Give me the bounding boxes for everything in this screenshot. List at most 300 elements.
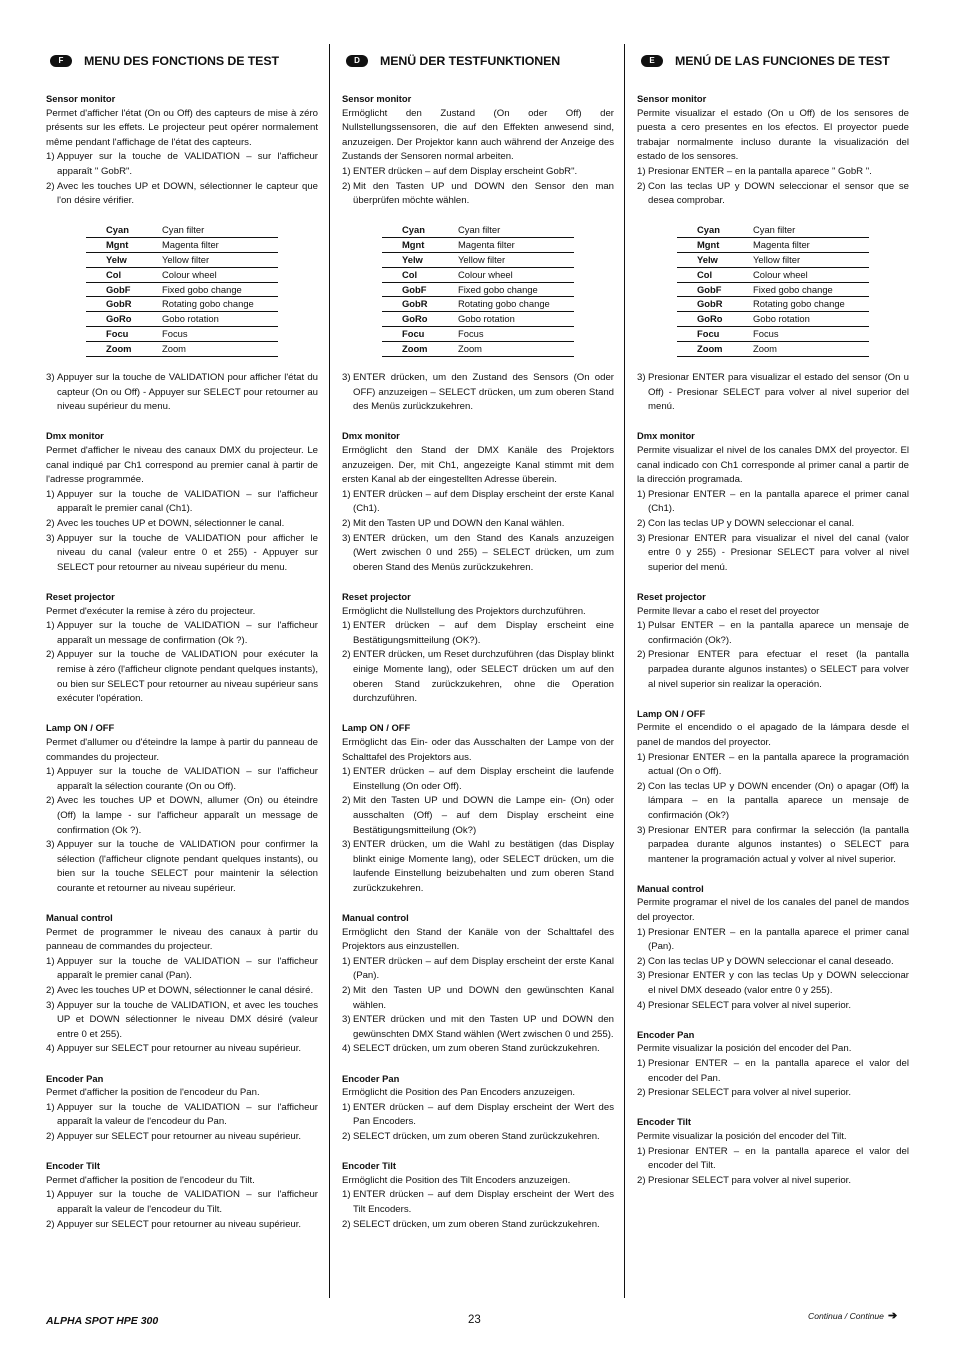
menu-section bbox=[342, 1159, 614, 1232]
list-item bbox=[342, 1013, 614, 1042]
list-item-number: 2) bbox=[637, 649, 646, 661]
list-item bbox=[342, 165, 614, 180]
section-title: Reset projector bbox=[637, 591, 706, 603]
sensor-description: Rotating gobo change bbox=[753, 297, 869, 312]
list-item-text: Avec les touches UP et DOWN, sélectionner le canal. bbox=[57, 518, 285, 530]
list-item-number: 2) bbox=[342, 985, 351, 997]
list-item-text: Appuyer sur la touche de VALIDATION – sur l'afficheur apparaît le premier canal (Pan). bbox=[57, 955, 318, 982]
table-row bbox=[382, 223, 574, 237]
list-item-text: ENTER drücken, um den Zustand des Sensors (On oder OFF) anzuzeigen – SELECT drücken, um zum oberen Stand des Menüs zurückzukehren. bbox=[353, 372, 614, 413]
section-title: Encoder Tilt bbox=[637, 1116, 692, 1128]
menu-section bbox=[342, 911, 614, 1057]
list-item-number: 4) bbox=[637, 999, 646, 1011]
list-item-number: 3) bbox=[637, 532, 646, 544]
sensor-description: Fixed gobo change bbox=[162, 282, 278, 297]
list-item-text: Avec les touches UP et DOWN, sélectionner le canal désiré. bbox=[57, 985, 314, 997]
menu-section bbox=[637, 882, 909, 1013]
sensor-description: Focus bbox=[162, 326, 278, 341]
table-row bbox=[86, 312, 278, 327]
sensor-description: Colour wheel bbox=[162, 267, 278, 282]
list-item-text: Con las teclas UP y DOWN seleccionar el canal deseado. bbox=[648, 955, 894, 967]
sensor-description: Yellow filter bbox=[753, 252, 869, 267]
list-item-number: 2) bbox=[46, 1130, 55, 1142]
list-item-text: Mit den Tasten UP und DOWN den gewünschten Kanal wählen. bbox=[353, 985, 614, 1011]
table-row bbox=[86, 326, 278, 341]
sensor-description: Magenta filter bbox=[162, 238, 278, 253]
section-intro: Ermöglicht die Nullstellung des Projektors durchzuführen. bbox=[342, 605, 586, 617]
section-intro: Permite visualizar el nivel de los canales DMX del proyector. El canal indicado con Ch1 corresponde al primer canal a partir de la dirección programada. bbox=[637, 445, 909, 486]
product-name: ALPHA SPOT HPE 300 bbox=[46, 1315, 159, 1327]
section-intro: Permet d'afficher le niveau des canaux DMX du projecteur. Le canal indiqué par Ch1 correspond au premier canal à partir de l'adresse programmée. bbox=[46, 445, 318, 486]
sensor-description: Colour wheel bbox=[458, 267, 574, 282]
list-item bbox=[342, 532, 614, 576]
table-row bbox=[677, 223, 869, 237]
list-item-text: Appuyer sur la touche de VALIDATION – sur l'afficheur apparaît la sélection courante (On ou Off). bbox=[57, 766, 318, 792]
list-item bbox=[342, 648, 614, 706]
table-row bbox=[86, 238, 278, 253]
list-item-text: Appuyer sur SELECT pour retourner au niveau supérieur. bbox=[57, 1218, 302, 1230]
list-item-number: 1) bbox=[342, 766, 351, 778]
sensor-code: Cyan bbox=[86, 223, 162, 237]
table-row bbox=[677, 312, 869, 327]
page-number: 23 bbox=[468, 1314, 481, 1326]
menu-section bbox=[342, 429, 614, 575]
list-item-number: 1) bbox=[637, 1058, 646, 1070]
list-item-text: Appuyer sur la touche de VALIDATION – sur l'afficheur apparaît un message de confirmation (Ok ?). bbox=[57, 620, 318, 646]
sensor-code-table bbox=[382, 223, 574, 356]
section-title: Dmx monitor bbox=[637, 430, 695, 442]
list-item-number: 3) bbox=[342, 839, 351, 851]
table-row bbox=[677, 238, 869, 253]
list-item bbox=[46, 648, 318, 706]
section-title: Dmx monitor bbox=[342, 430, 400, 442]
list-item-text: Mit den Tasten UP und DOWN den Kanal wählen. bbox=[353, 518, 565, 530]
sensor-code: GobF bbox=[677, 282, 753, 297]
list-item-number: 1) bbox=[46, 766, 55, 778]
sensor-description: Zoom bbox=[753, 341, 869, 356]
list-item-text: SELECT drücken, um zum oberen Stand zurückzukehren. bbox=[353, 1218, 600, 1230]
list-item bbox=[46, 371, 318, 415]
list-item-text: Presionar SELECT para volver al nivel superior. bbox=[648, 1087, 851, 1099]
list-item bbox=[637, 165, 909, 180]
list-item bbox=[637, 1145, 909, 1174]
sensor-code: GoRo bbox=[86, 312, 162, 327]
sensor-code: Mgnt bbox=[382, 238, 458, 253]
page-title: MENÜ DER TESTFUNKTIONEN bbox=[380, 53, 561, 68]
sensor-code: Focu bbox=[86, 326, 162, 341]
section-intro: Permet d'allumer ou d'éteindre la lampe à partir du panneau de commandes du projecteur. bbox=[46, 736, 318, 763]
list-item bbox=[637, 955, 909, 970]
page-title: MENÚ DE LAS FUNCIONES DE TEST bbox=[675, 53, 890, 68]
list-item-text: ENTER drücken und mit den Tasten UP und DOWN den gewünschten DMX Stand wählen (Wert zwischen 0 und 255). bbox=[353, 1014, 614, 1040]
list-item-number: 1) bbox=[637, 620, 646, 632]
sensor-description: Gobo rotation bbox=[162, 312, 278, 327]
list-item-text: ENTER drücken – auf dem Display erscheint der Wert des Tilt Encoders. bbox=[353, 1189, 614, 1215]
list-item-number: 1) bbox=[46, 488, 55, 500]
sensor-description: Focus bbox=[753, 326, 869, 341]
list-item-number: 2) bbox=[46, 985, 55, 997]
list-item bbox=[46, 1188, 318, 1217]
menu-section bbox=[46, 721, 318, 896]
menu-section bbox=[342, 1072, 614, 1145]
list-item-number: 2) bbox=[637, 1087, 646, 1099]
language-badge: E bbox=[641, 55, 663, 67]
list-item-text: Presionar ENTER – en la pantalla aparece el valor del encoder del Pan. bbox=[648, 1058, 909, 1084]
menu-section bbox=[46, 1159, 318, 1232]
list-item-text: Mit den Tasten UP und DOWN den Sensor den man überprüfen möchte wählen. bbox=[353, 180, 614, 207]
list-item-number: 1) bbox=[342, 488, 351, 500]
section-title: Manual control bbox=[637, 882, 704, 894]
sensor-description: Magenta filter bbox=[753, 238, 869, 253]
sensor-description: Gobo rotation bbox=[458, 312, 574, 327]
table-row bbox=[86, 252, 278, 267]
list-item-number: 1) bbox=[342, 620, 351, 632]
list-item-text: Avec les touches UP et DOWN, sélectionner le capteur que l'on désire vérifier. bbox=[57, 180, 318, 207]
list-item-text: Presionar ENTER – en la pantalla aparece el valor del encoder del Tilt. bbox=[648, 1145, 909, 1172]
list-item bbox=[342, 619, 614, 648]
list-item-number: 1) bbox=[342, 955, 351, 967]
section-title: Manual control bbox=[342, 912, 409, 924]
sensor-code: GobF bbox=[86, 282, 162, 297]
list-item bbox=[342, 1042, 614, 1057]
list-item bbox=[342, 371, 614, 415]
list-item-number: 2) bbox=[342, 518, 351, 530]
sensor-code: Mgnt bbox=[677, 238, 753, 253]
list-item-number: 3) bbox=[342, 1014, 351, 1026]
list-item-number: 2) bbox=[342, 180, 351, 192]
list-item-text: ENTER drücken – auf dem Display erscheint der Wert des Pan Encoders. bbox=[353, 1101, 614, 1128]
table-row bbox=[677, 326, 869, 341]
language-badge: F bbox=[50, 55, 72, 67]
list-item-text: Appuyer sur la touche de VALIDATION, et avec les touches UP et DOWN sélectionner le niveau DMX désiré (valeur entre 0 et 255). bbox=[57, 999, 318, 1040]
list-item bbox=[46, 984, 318, 999]
list-item-text: ENTER drücken – auf dem Display erscheint der erste Kanal (Pan). bbox=[353, 955, 614, 982]
table-row bbox=[382, 282, 574, 297]
list-item-text: Appuyer sur la touche de VALIDATION – sur l'afficheur apparaît la valeur de l'encodeur du Tilt. bbox=[57, 1189, 318, 1215]
column-german bbox=[342, 52, 614, 1247]
list-item-text: Con las teclas UP y DOWN seleccionar el sensor que se desea comprobar. bbox=[648, 180, 909, 207]
list-item-text: Con las teclas UP y DOWN seleccionar el canal. bbox=[648, 518, 855, 530]
section-title: Sensor monitor bbox=[342, 93, 412, 104]
arrow-right-icon: ➔ bbox=[887, 1310, 898, 1322]
list-item-text: ENTER drücken – auf dem Display erscheint der erste Kanal (Ch1). bbox=[353, 488, 614, 515]
section-intro: Ermöglicht die Position des Pan Encoders anzuzeigen. bbox=[342, 1087, 576, 1099]
list-item-number: 2) bbox=[342, 1218, 351, 1230]
sensor-code: GobR bbox=[86, 297, 162, 312]
sensor-code: Yelw bbox=[382, 252, 458, 267]
table-row bbox=[677, 282, 869, 297]
table-row bbox=[382, 267, 574, 282]
list-item bbox=[342, 794, 614, 838]
sensor-code: Zoom bbox=[677, 341, 753, 356]
section-header bbox=[50, 52, 318, 70]
table-row bbox=[86, 297, 278, 312]
list-item-text: SELECT drücken, um zum oberen Stand zurückzukehren. bbox=[353, 1043, 600, 1055]
list-item-number: 2) bbox=[342, 649, 351, 661]
section-title: Lamp ON / OFF bbox=[342, 722, 411, 734]
table-row bbox=[382, 341, 574, 356]
sensor-description: Cyan filter bbox=[162, 223, 278, 237]
section-intro: Ermöglicht den Stand der Kanäle von der Schalttafel des Projektors aus einzustellen. bbox=[342, 926, 614, 953]
sensor-code-table bbox=[677, 223, 869, 356]
section-intro: Permet d'afficher l'état (On ou Off) des capteurs de mise à zéro présents sur les effets. Le projecteur peut opérer normalement même pendant l'affichage de l'état des capteurs. bbox=[46, 107, 318, 148]
sensor-code: Zoom bbox=[382, 341, 458, 356]
list-item bbox=[342, 765, 614, 794]
sensor-code: Zoom bbox=[86, 341, 162, 356]
list-item-number: 2) bbox=[46, 649, 55, 661]
language-badge: D bbox=[346, 55, 368, 67]
section-intro: Permite el encendido o el apagado de la lámpara desde el panel de mandos del proyector. bbox=[637, 722, 909, 748]
table-row bbox=[677, 252, 869, 267]
list-item-text: ENTER drücken, um Reset durchzuführen (das Display blinkt einige Momente lang), oder SELECT drücken um auf den oberen Stand zurückzukehren, ohne die Operation durchzuführen. bbox=[353, 649, 614, 705]
menu-section bbox=[342, 590, 614, 707]
list-item-number: 3) bbox=[46, 372, 55, 384]
menu-section bbox=[637, 1115, 909, 1188]
list-item-text: Appuyer sur la touche de VALIDATION pour exécuter la remise à zéro (l'afficheur clignote pendant quelques instants), ou bien sur SELECT pour retourner au niveau supérieur sans exécuter l'opération. bbox=[57, 649, 318, 705]
list-item bbox=[637, 1174, 909, 1189]
sensor-description: Zoom bbox=[162, 341, 278, 356]
list-item-text: Presionar ENTER – en la pantalla aparece la programación actual (On o Off). bbox=[648, 751, 909, 778]
sensor-code: GoRo bbox=[677, 312, 753, 327]
table-row bbox=[382, 326, 574, 341]
table-row bbox=[677, 297, 869, 312]
list-item bbox=[637, 517, 909, 532]
list-item-number: 3) bbox=[46, 532, 55, 544]
list-item bbox=[46, 1218, 318, 1233]
menu-section bbox=[46, 590, 318, 707]
section-title: Sensor monitor bbox=[637, 93, 707, 104]
section-intro: Permet de programmer le niveau des canaux à partir du panneau de commandes du projecteur. bbox=[46, 926, 318, 953]
sensor-description: Rotating gobo change bbox=[458, 297, 574, 312]
menu-section bbox=[46, 92, 318, 415]
list-item bbox=[46, 955, 318, 984]
sensor-code: GoRo bbox=[382, 312, 458, 327]
column-spanish bbox=[637, 52, 909, 1203]
list-item-text: ENTER drücken, um die Wahl zu bestätigen (das Display blinkt einige Momente lang), oder SELECT drücken, um die laufende Einstellung beizubehalten und zum oberen Stand zurückzukehren. bbox=[353, 839, 614, 894]
list-item bbox=[637, 180, 909, 209]
menu-section bbox=[637, 429, 909, 575]
list-item bbox=[342, 180, 614, 209]
menu-section bbox=[46, 1072, 318, 1145]
list-item-number: 1) bbox=[46, 955, 55, 967]
section-title: Lamp ON / OFF bbox=[637, 707, 706, 719]
section-title: Dmx monitor bbox=[46, 430, 104, 442]
section-title: Lamp ON / OFF bbox=[46, 722, 115, 734]
list-item bbox=[637, 488, 909, 517]
list-item-text: ENTER drücken, um den Stand des Kanals anzuzeigen (Wert zwischen 0 und 255) – SELECT drücken, um zum oberen Stand des Menüs zurückzukehren. bbox=[353, 532, 614, 573]
list-item-number: 2) bbox=[46, 518, 55, 530]
list-item-number: 3) bbox=[637, 372, 646, 384]
page-title: MENU DES FONCTIONS DE TEST bbox=[84, 53, 279, 68]
list-item-text: Appuyer sur la touche de VALIDATION – sur l'afficheur apparaît la valeur de l'encodeur du Pan. bbox=[57, 1101, 318, 1128]
list-item bbox=[637, 1086, 909, 1101]
section-title: Encoder Tilt bbox=[342, 1160, 397, 1172]
list-item-number: 2) bbox=[46, 180, 55, 192]
list-item bbox=[637, 751, 909, 780]
menu-section bbox=[637, 590, 909, 692]
list-item-text: SELECT drücken, um zum oberen Stand zurückzukehren. bbox=[353, 1130, 600, 1142]
list-item-number: 1) bbox=[46, 620, 55, 632]
sensor-description: Magenta filter bbox=[458, 238, 574, 253]
sensor-description: Rotating gobo change bbox=[162, 297, 278, 312]
sensor-code: Col bbox=[677, 267, 753, 282]
list-item-text: Presionar ENTER – en la pantalla aparece el primer canal (Pan). bbox=[648, 926, 909, 953]
list-item-number: 1) bbox=[342, 1189, 351, 1201]
list-item-text: Appuyer sur SELECT pour retourner au niveau supérieur. bbox=[57, 1130, 302, 1142]
list-item bbox=[637, 780, 909, 824]
column-divider-2 bbox=[624, 44, 625, 1298]
list-item bbox=[342, 1188, 614, 1217]
sensor-description: Fixed gobo change bbox=[458, 282, 574, 297]
list-item-text: Appuyer sur SELECT pour retourner au niveau supérieur. bbox=[57, 1043, 302, 1055]
list-item-text: Appuyer sur la touche de VALIDATION – sur l'afficheur apparaît le premier canal (Ch1). bbox=[57, 488, 318, 515]
column-french bbox=[46, 52, 318, 1247]
section-intro: Permite visualizar la posición del encoder del Pan. bbox=[637, 1043, 852, 1055]
list-item bbox=[637, 619, 909, 648]
sensor-code: Yelw bbox=[86, 252, 162, 267]
sensor-code: Col bbox=[86, 267, 162, 282]
table-row bbox=[677, 267, 869, 282]
list-item-text: Mit den Tasten UP und DOWN die Lampe ein- (On) oder ausschalten (Off) – auf dem Display erscheint eine Bestätigungsmitteilung (Ok?) bbox=[353, 795, 614, 836]
list-item-number: 3) bbox=[342, 532, 351, 544]
sensor-code: Yelw bbox=[677, 252, 753, 267]
menu-section bbox=[637, 1028, 909, 1101]
list-item bbox=[637, 371, 909, 415]
list-item bbox=[46, 838, 318, 896]
list-item-number: 1) bbox=[46, 1189, 55, 1201]
list-item-text: Presionar ENTER y con las teclas Up y DOWN seleccionar el nivel DMX deseado (valor entre 0 y 255). bbox=[648, 970, 909, 997]
continue-label: Continua / Continue bbox=[808, 1310, 884, 1321]
menu-section bbox=[342, 92, 614, 415]
sensor-description: Gobo rotation bbox=[753, 312, 869, 327]
list-item-number: 2) bbox=[46, 795, 55, 807]
sensor-description: Cyan filter bbox=[458, 223, 574, 237]
list-item bbox=[46, 765, 318, 794]
list-item-text: Pulsar ENTER – en la pantalla aparece un mensaje de confirmación (Ok?). bbox=[648, 620, 909, 646]
list-item bbox=[637, 824, 909, 868]
list-item-text: Presionar ENTER para confirmar la selección (la pantalla parpadea durante algunos instantes) o SELECT para mantener la programación actual y volver al nivel superior. bbox=[648, 824, 909, 865]
list-item-number: 1) bbox=[342, 165, 351, 177]
menu-section bbox=[46, 911, 318, 1057]
section-title: Encoder Pan bbox=[637, 1028, 695, 1040]
list-item-text: Con las teclas UP y DOWN encender (On) o apagar (Off) la lámpara – en la pantalla aparece un mensaje de confirmación (Ok?) bbox=[648, 780, 909, 821]
list-item bbox=[342, 517, 614, 532]
table-row bbox=[677, 341, 869, 356]
list-item-text: Presionar ENTER para efectuar el reset (la pantalla parpadea durante algunos instantes) o SELECT para volver al nivel superior sin realizar la operación. bbox=[648, 649, 909, 690]
table-row bbox=[86, 341, 278, 356]
list-item-number: 3) bbox=[46, 999, 55, 1011]
table-row bbox=[86, 282, 278, 297]
list-item-number: 1) bbox=[46, 151, 55, 163]
list-item-text: Presionar ENTER – en la pantalla aparece el primer canal (Ch1). bbox=[648, 488, 909, 515]
menu-section bbox=[637, 707, 909, 868]
list-item-text: Appuyer sur la touche de VALIDATION pour afficher le niveau du canal (valeur entre 0 et 255) - Appuyer sur SELECT pour retourner au niveau supérieur du menu. bbox=[57, 532, 318, 573]
sensor-code: GobR bbox=[382, 297, 458, 312]
section-title: Reset projector bbox=[46, 591, 115, 603]
sensor-description: Colour wheel bbox=[753, 267, 869, 282]
sensor-description: Cyan filter bbox=[753, 223, 869, 237]
sensor-description: Zoom bbox=[458, 341, 574, 356]
section-intro: Permet d'exécuter la remise à zéro du projecteur. bbox=[46, 605, 256, 617]
list-item-number: 4) bbox=[46, 1043, 55, 1055]
column-divider-1 bbox=[329, 44, 330, 1298]
list-item-number: 1) bbox=[637, 926, 646, 938]
list-item bbox=[46, 1101, 318, 1130]
list-item bbox=[637, 532, 909, 576]
list-item-number: 2) bbox=[637, 955, 646, 967]
list-item-number: 3) bbox=[637, 970, 646, 982]
sensor-code: Mgnt bbox=[86, 238, 162, 253]
table-row bbox=[382, 297, 574, 312]
list-item-number: 1) bbox=[637, 751, 646, 763]
section-intro: Ermöglicht das Ein- oder das Ausschalten der Lampe von der Schalttafel des Projektors aus. bbox=[342, 736, 614, 763]
list-item bbox=[46, 180, 318, 209]
list-item-number: 2) bbox=[637, 780, 646, 792]
list-item-text: Appuyer sur la touche de VALIDATION pour confirmer la sélection (l'afficheur clignote pendant quelques instants), ou bien sur la touche SELECT pour maintenir la sélection courante et retourner au niveau supérieur. bbox=[57, 839, 318, 894]
sensor-code: GobF bbox=[382, 282, 458, 297]
section-intro: Ermöglicht den Zustand (On oder Off) der Nullstellungssensoren, die auf den Effekten anwesend sind, anzuzeigen. Der Projektor kann auch während der Anzeige des Zustands der Sensoren normal arbeiten. bbox=[342, 107, 614, 163]
list-item bbox=[46, 1042, 318, 1057]
sensor-code: GobR bbox=[677, 297, 753, 312]
list-item-number: 2) bbox=[637, 180, 646, 192]
list-item-number: 1) bbox=[637, 1145, 646, 1157]
section-intro: Ermöglicht die Position des Tilt Encoders anzuzeigen. bbox=[342, 1174, 571, 1186]
list-item-number: 3) bbox=[637, 824, 646, 836]
menu-section bbox=[637, 92, 909, 415]
list-item bbox=[637, 1057, 909, 1086]
table-row bbox=[86, 267, 278, 282]
list-item bbox=[46, 532, 318, 576]
list-item-text: ENTER drücken – auf dem Display erscheint GobR". bbox=[353, 165, 578, 177]
list-item-text: Avec les touches UP et DOWN, allumer (On) ou éteindre (Off) la lampe - sur l'afficheur apparaît un message de confirmation (Ok ?). bbox=[57, 795, 318, 836]
list-item-number: 2) bbox=[342, 795, 351, 807]
list-item bbox=[342, 955, 614, 984]
sensor-code-table bbox=[86, 223, 278, 356]
list-item-number: 4) bbox=[342, 1043, 351, 1055]
sensor-code: Focu bbox=[677, 326, 753, 341]
list-item-number: 1) bbox=[46, 1101, 55, 1113]
list-item bbox=[342, 1101, 614, 1130]
sensor-description: Yellow filter bbox=[458, 252, 574, 267]
section-intro: Permite llevar a cabo el reset del proyector bbox=[637, 605, 820, 617]
list-item bbox=[637, 926, 909, 955]
section-intro: Permite visualizar la posición del encoder del Tilt. bbox=[637, 1130, 847, 1142]
sensor-code: Cyan bbox=[382, 223, 458, 237]
list-item-text: Presionar SELECT para volver al nivel superior. bbox=[648, 999, 851, 1011]
list-item-text: Presionar ENTER – en la pantalla aparece " GobR ". bbox=[648, 165, 872, 177]
continue-note bbox=[808, 1309, 897, 1322]
sensor-code: Cyan bbox=[677, 223, 753, 237]
section-intro: Permite visualizar el estado (On u Off) de los sensores de puesta a cero presentes en los efectos. El proyector puede trabajar normalmente incluso durante la visualización del estado de los sensores. bbox=[637, 107, 909, 163]
section-intro: Ermöglicht den Stand der DMX Kanäle des Projektors anzuzeigen. Der, mit Ch1, angezeigte Kanal stimmt mit dem ersten Kanal ab der eingestellten Adresse überein. bbox=[342, 445, 614, 486]
list-item bbox=[637, 969, 909, 998]
list-item-number: 2) bbox=[637, 1174, 646, 1186]
sensor-description: Yellow filter bbox=[162, 252, 278, 267]
section-header bbox=[346, 52, 614, 70]
section-intro: Permet d'afficher la position de l'encodeur du Pan. bbox=[46, 1087, 260, 1099]
list-item bbox=[46, 488, 318, 517]
list-item bbox=[342, 1218, 614, 1233]
list-item-text: Appuyer sur la touche de VALIDATION – sur l'afficheur apparaît " GobR". bbox=[57, 151, 318, 177]
list-item bbox=[46, 1130, 318, 1145]
section-title: Encoder Tilt bbox=[46, 1160, 101, 1172]
section-title: Encoder Pan bbox=[46, 1072, 104, 1084]
section-title: Manual control bbox=[46, 912, 113, 924]
list-item bbox=[637, 999, 909, 1014]
menu-section bbox=[46, 429, 318, 575]
table-row bbox=[86, 223, 278, 237]
list-item bbox=[342, 984, 614, 1013]
